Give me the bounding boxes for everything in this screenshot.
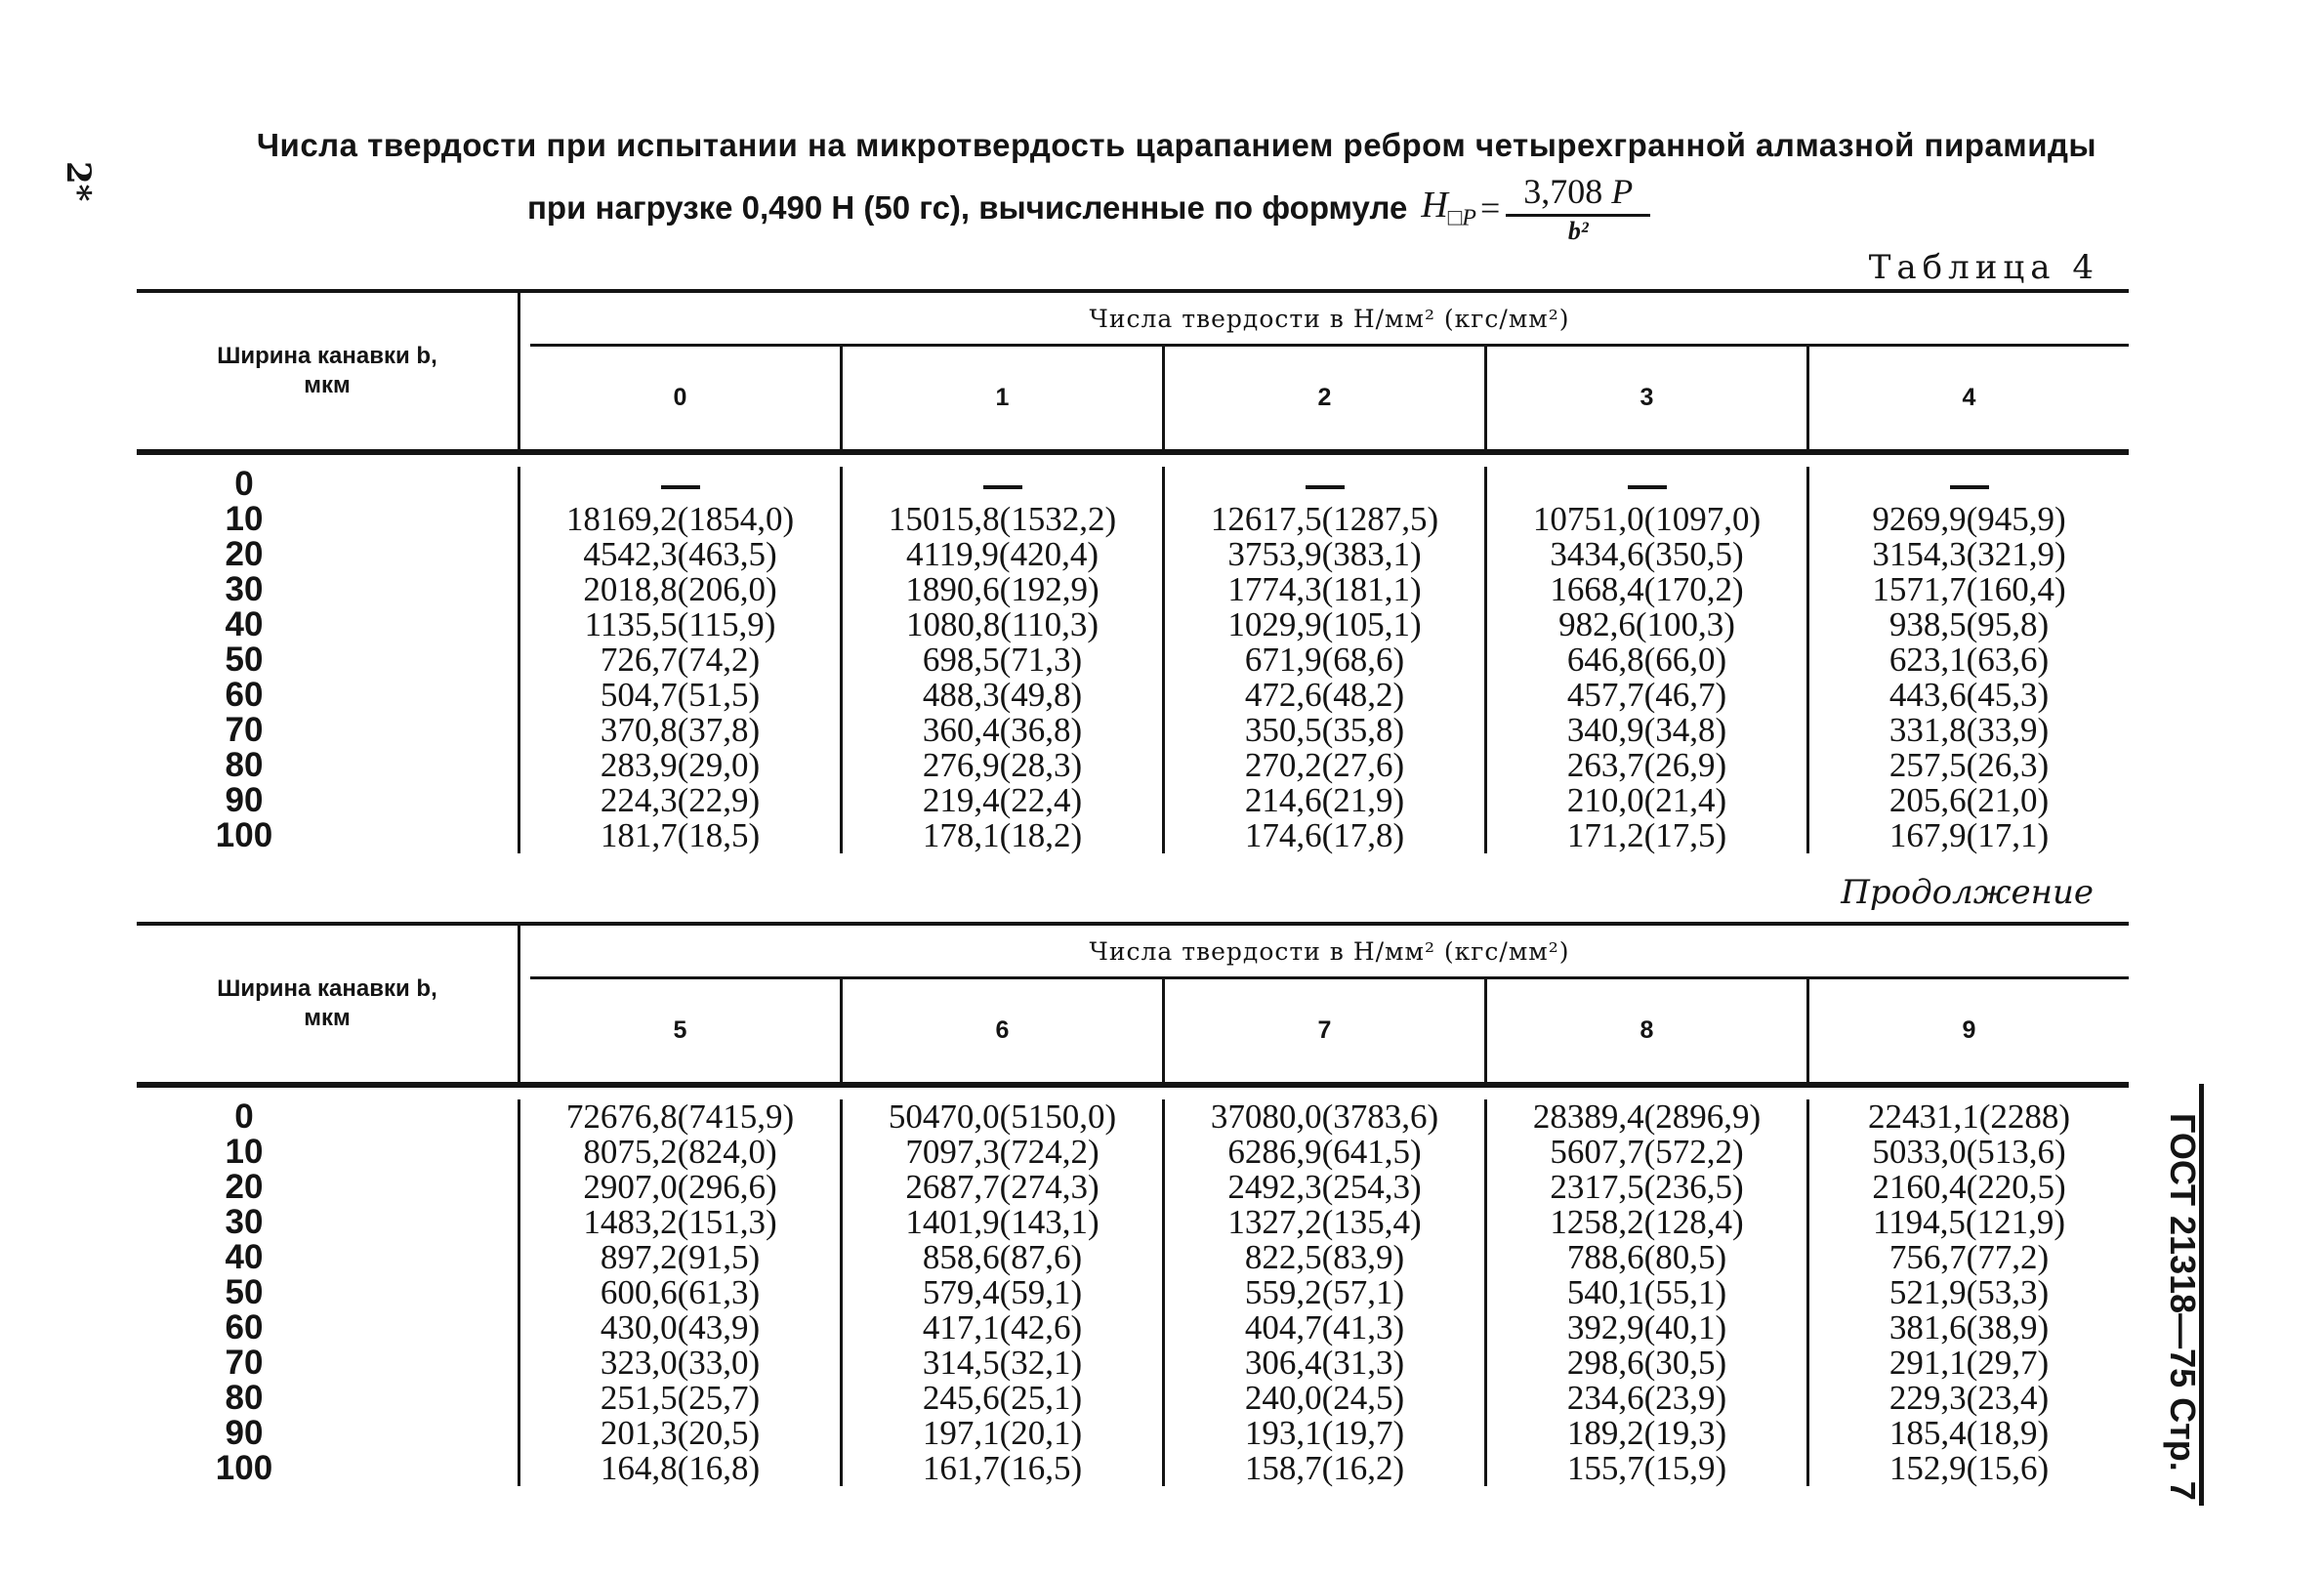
table-cell: 1080,8(110,3) <box>905 605 1099 643</box>
stub-header-unit: мкм <box>304 1005 351 1031</box>
row-label: 70 <box>225 1344 264 1382</box>
table-cell: 240,0(24,5) <box>1244 1379 1405 1417</box>
table-cell: 171,2(17,5) <box>1566 816 1727 854</box>
row-label: 20 <box>225 535 264 573</box>
row-label: 40 <box>225 605 264 643</box>
row-label: 80 <box>225 1379 264 1417</box>
hardness-column <box>843 1099 1165 1486</box>
table-cell: 257,5(26,3) <box>1888 746 2050 784</box>
page-mark: 2* <box>59 161 98 202</box>
row-label: 20 <box>225 1168 264 1206</box>
column-header: 4 <box>1962 384 1976 411</box>
hardness-column <box>520 1099 843 1486</box>
table-cell: 314,5(32,1) <box>922 1344 1083 1382</box>
table-cell: 185,4(18,9) <box>1888 1414 2050 1452</box>
dash-mark <box>983 485 1022 489</box>
stub-header <box>137 293 520 449</box>
table-cell: 381,6(38,9) <box>1888 1308 2050 1346</box>
formula-numerator-value: 3,708 <box>1523 171 1603 211</box>
table-cell: 671,9(68,6) <box>1244 641 1405 679</box>
table-body <box>137 455 2129 853</box>
row-label: 30 <box>225 1203 264 1241</box>
table-cell: 2687,7(274,3) <box>905 1168 1100 1206</box>
table-cell: 298,6(30,5) <box>1566 1344 1727 1382</box>
table-cell: 1327,2(135,4) <box>1227 1203 1422 1241</box>
table-cell: 404,7(41,3) <box>1244 1308 1405 1346</box>
empty-cell-dash <box>1809 467 2129 502</box>
table-cell: 360,4(36,8) <box>922 711 1083 749</box>
table-cell: 270,2(27,6) <box>1244 746 1405 784</box>
row-label: 90 <box>225 1414 264 1452</box>
table-cell: 263,7(26,9) <box>1566 746 1727 784</box>
table-cell: 858,6(87,6) <box>922 1238 1083 1276</box>
table-cell: 8075,2(824,0) <box>583 1133 777 1171</box>
row-label: 80 <box>225 746 264 784</box>
table-cell: 1135,5(115,9) <box>584 605 776 643</box>
table-cell: 229,3(23,4) <box>1888 1379 2050 1417</box>
table-cell: 283,9(29,0) <box>600 746 761 784</box>
groove-width-column <box>137 1099 520 1486</box>
table-cell: 623,1(63,6) <box>1888 641 2050 679</box>
empty-cell-dash <box>520 467 840 502</box>
table-title-line2 <box>527 164 1748 252</box>
table-cell: 224,3(22,9) <box>600 781 761 819</box>
column-header: 9 <box>1962 1016 1976 1044</box>
table-cell: 164,8(16,8) <box>600 1449 761 1487</box>
stub-header <box>137 926 520 1082</box>
table-cell: 205,6(21,0) <box>1888 781 2050 819</box>
table-cell: 392,9(40,1) <box>1566 1308 1727 1346</box>
table-cell: 726,7(74,2) <box>600 641 761 679</box>
formula-numerator-var: P <box>1611 171 1634 211</box>
dash-mark <box>661 485 700 489</box>
hardness-column <box>520 467 843 853</box>
table-cell: 276,9(28,3) <box>922 746 1083 784</box>
table-cell: 234,6(23,9) <box>1566 1379 1727 1417</box>
table-cell: 4542,3(463,5) <box>583 535 777 573</box>
table-cell: 5033,0(513,6) <box>1872 1133 2066 1171</box>
table-cell: 193,1(19,7) <box>1244 1414 1405 1452</box>
table-cell: 210,0(21,4) <box>1566 781 1727 819</box>
table-cell: 174,6(17,8) <box>1244 816 1405 854</box>
table-cell: 472,6(48,2) <box>1244 676 1405 714</box>
dash-mark <box>1306 485 1345 489</box>
table-cell: 559,2(57,1) <box>1244 1273 1405 1311</box>
column-header: 6 <box>843 979 1165 1082</box>
stub-header-title: Ширина канавки b, <box>217 975 437 1002</box>
hardness-formula <box>1421 171 1650 246</box>
table-cell: 3154,3(321,9) <box>1872 535 2066 573</box>
table-cell: 219,4(22,4) <box>922 781 1083 819</box>
table-cell: 2160,4(220,5) <box>1872 1168 2066 1206</box>
table-title: Числа твердости при испытании на микротвердость царапанием ребром четырехгранной алмазной пирамиды <box>256 127 2097 163</box>
table-cell: 1258,2(128,4) <box>1550 1203 1744 1241</box>
table-cell: 443,6(45,3) <box>1888 676 2050 714</box>
table-cell: 306,4(31,3) <box>1244 1344 1405 1382</box>
table-cell: 15015,8(1532,2) <box>888 500 1117 538</box>
table-cell: 50470,0(5150,0) <box>888 1098 1117 1136</box>
table-cell: 7097,3(724,2) <box>905 1133 1100 1171</box>
table-cell: 457,7(46,7) <box>1566 676 1727 714</box>
table-cell: 178,1(18,2) <box>922 816 1083 854</box>
table-cell: 197,1(20,1) <box>922 1414 1083 1452</box>
table-cell: 4119,9(420,4) <box>905 535 1099 573</box>
table-cell: 331,8(33,9) <box>1888 711 2050 749</box>
formula-subscript: □P <box>1447 205 1476 231</box>
row-label: 90 <box>225 781 264 819</box>
table-cell: 5607,7(572,2) <box>1550 1133 1744 1171</box>
row-label: 60 <box>225 1308 264 1346</box>
table-cell: 430,0(43,9) <box>600 1308 761 1346</box>
column-header: 8 <box>1487 979 1809 1082</box>
column-header: 0 <box>520 347 843 449</box>
table-cell: 698,5(71,3) <box>922 641 1083 679</box>
table-cell: 1774,3(181,1) <box>1227 570 1422 608</box>
table-cell: 646,8(66,0) <box>1566 641 1727 679</box>
table-cell: 521,9(53,3) <box>1888 1273 2050 1311</box>
table-cell: 2018,8(206,0) <box>583 570 777 608</box>
row-label: 100 <box>215 1449 273 1487</box>
table-cell: 1483,2(151,3) <box>583 1203 777 1241</box>
hardness-group-header: Числа твердости в Н/мм² (кгс/мм²) <box>530 293 2129 347</box>
hardness-table-part2 <box>137 922 2129 1486</box>
table-cell: 291,1(29,7) <box>1888 1344 2050 1382</box>
stub-header-unit: мкм <box>304 372 351 398</box>
row-label: 50 <box>225 641 264 679</box>
table-cell: 417,1(42,6) <box>922 1308 1083 1346</box>
standard-page-label: ГОСТ 21318—75 Стр. 7 <box>2163 1113 2203 1501</box>
hardness-column <box>1487 467 1809 853</box>
table-cell: 158,7(16,2) <box>1244 1449 1405 1487</box>
row-label: 50 <box>225 1273 264 1311</box>
table-cell: 2317,5(236,5) <box>1550 1168 1744 1206</box>
table-cell: 504,7(51,5) <box>600 676 761 714</box>
row-label: 30 <box>225 570 264 608</box>
table-cell: 982,6(100,3) <box>1558 605 1735 643</box>
table-number-label: Таблица 4 <box>1868 248 2099 287</box>
formula-equals: = <box>1479 188 1501 228</box>
table-header <box>137 926 2129 1082</box>
table-cell: 3753,9(383,1) <box>1227 535 1422 573</box>
table-cell: 1668,4(170,2) <box>1550 570 1744 608</box>
table-cell: 189,2(19,3) <box>1566 1414 1727 1452</box>
table-body <box>137 1088 2129 1486</box>
table-cell: 938,5(95,8) <box>1888 605 2050 643</box>
table-cell: 756,7(77,2) <box>1888 1238 2050 1276</box>
hardness-group-header: Числа твердости в Н/мм² (кгс/мм²) <box>530 926 2129 979</box>
table-cell: 340,9(34,8) <box>1566 711 1727 749</box>
hardness-column <box>1487 1099 1809 1486</box>
column-header: 1 <box>843 347 1165 449</box>
table-cell: 2907,0(296,6) <box>583 1168 777 1206</box>
table-cell: 28389,4(2896,9) <box>1532 1098 1762 1136</box>
table-cell: 370,8(37,8) <box>600 711 761 749</box>
row-label: 0 <box>234 1098 254 1136</box>
table-cell: 600,6(61,3) <box>600 1273 761 1311</box>
table-cell: 10751,0(1097,0) <box>1532 500 1762 538</box>
hardness-table-part1 <box>137 289 2129 853</box>
empty-cell-dash <box>843 467 1162 502</box>
table-header <box>137 293 2129 449</box>
column-header: 5 <box>520 979 843 1082</box>
table-cell: 1194,5(121,9) <box>1872 1203 2065 1241</box>
table-cell: 540,1(55,1) <box>1566 1273 1727 1311</box>
hardness-column <box>1809 467 2129 853</box>
table-cell: 822,5(83,9) <box>1244 1238 1405 1276</box>
hardness-column <box>1165 1099 1487 1486</box>
table-cell: 155,7(15,9) <box>1566 1449 1727 1487</box>
table-cell: 72676,8(7415,9) <box>565 1098 795 1136</box>
table-cell: 488,3(49,8) <box>922 676 1083 714</box>
table-cell: 1029,9(105,1) <box>1227 605 1422 643</box>
formula-denominator: b² <box>1567 216 1589 245</box>
table-cell: 9269,9(945,9) <box>1872 500 2066 538</box>
table-cell: 214,6(21,9) <box>1244 781 1405 819</box>
table-cell: 37080,0(3783,6) <box>1210 1098 1439 1136</box>
table-cell: 897,2(91,5) <box>600 1238 761 1276</box>
table-cell: 22431,1(2288) <box>1867 1098 2071 1136</box>
hardness-column <box>1165 467 1487 853</box>
hardness-column <box>1809 1099 2129 1486</box>
dash-mark <box>1950 485 1989 489</box>
row-label: 10 <box>225 500 264 538</box>
table-cell: 12617,5(1287,5) <box>1210 500 1439 538</box>
row-label: 70 <box>225 711 264 749</box>
table-cell: 152,9(15,6) <box>1888 1449 2050 1487</box>
table-cell: 18169,2(1854,0) <box>565 500 795 538</box>
table-cell: 245,6(25,1) <box>922 1379 1083 1417</box>
table-cell: 2492,3(254,3) <box>1227 1168 1422 1206</box>
table-cell: 251,5(25,7) <box>600 1379 761 1417</box>
row-label: 40 <box>225 1238 264 1276</box>
formula-fraction <box>1506 171 1650 246</box>
table-cell: 579,4(59,1) <box>922 1273 1083 1311</box>
table-cell: 1401,9(143,1) <box>905 1203 1100 1241</box>
empty-cell-dash <box>1165 467 1484 502</box>
column-header: 7 <box>1165 979 1487 1082</box>
table-cell: 167,9(17,1) <box>1888 816 2050 854</box>
row-label: 100 <box>215 816 273 854</box>
table-cell: 161,7(16,5) <box>922 1449 1083 1487</box>
formula-lhs: H <box>1421 185 1448 227</box>
groove-width-column <box>137 467 520 853</box>
table-cell: 201,3(20,5) <box>600 1414 761 1452</box>
table-cell: 6286,9(641,5) <box>1227 1133 1422 1171</box>
stub-header-title: Ширина канавки b, <box>217 343 437 369</box>
table-cell: 181,7(18,5) <box>600 816 761 854</box>
title-line2-text: при нагрузке 0,490 Н (50 гс), вычисленные по формуле <box>527 189 1408 226</box>
table-cell: 350,5(35,8) <box>1244 711 1405 749</box>
hardness-column <box>843 467 1165 853</box>
table-cell: 1571,7(160,4) <box>1872 570 2066 608</box>
table-cell: 323,0(33,0) <box>600 1344 761 1382</box>
table-cell: 788,6(80,5) <box>1566 1238 1727 1276</box>
empty-cell-dash <box>1487 467 1806 502</box>
row-label: 60 <box>225 676 264 714</box>
dash-mark <box>1628 485 1667 489</box>
continuation-label: Продолжение <box>1841 873 2094 912</box>
column-header: 3 <box>1487 347 1809 449</box>
row-label: 0 <box>234 465 254 503</box>
column-header: 2 <box>1165 347 1487 449</box>
table-cell: 1890,6(192,9) <box>905 570 1100 608</box>
table-cell: 3434,6(350,5) <box>1550 535 1744 573</box>
row-label: 10 <box>225 1133 264 1171</box>
